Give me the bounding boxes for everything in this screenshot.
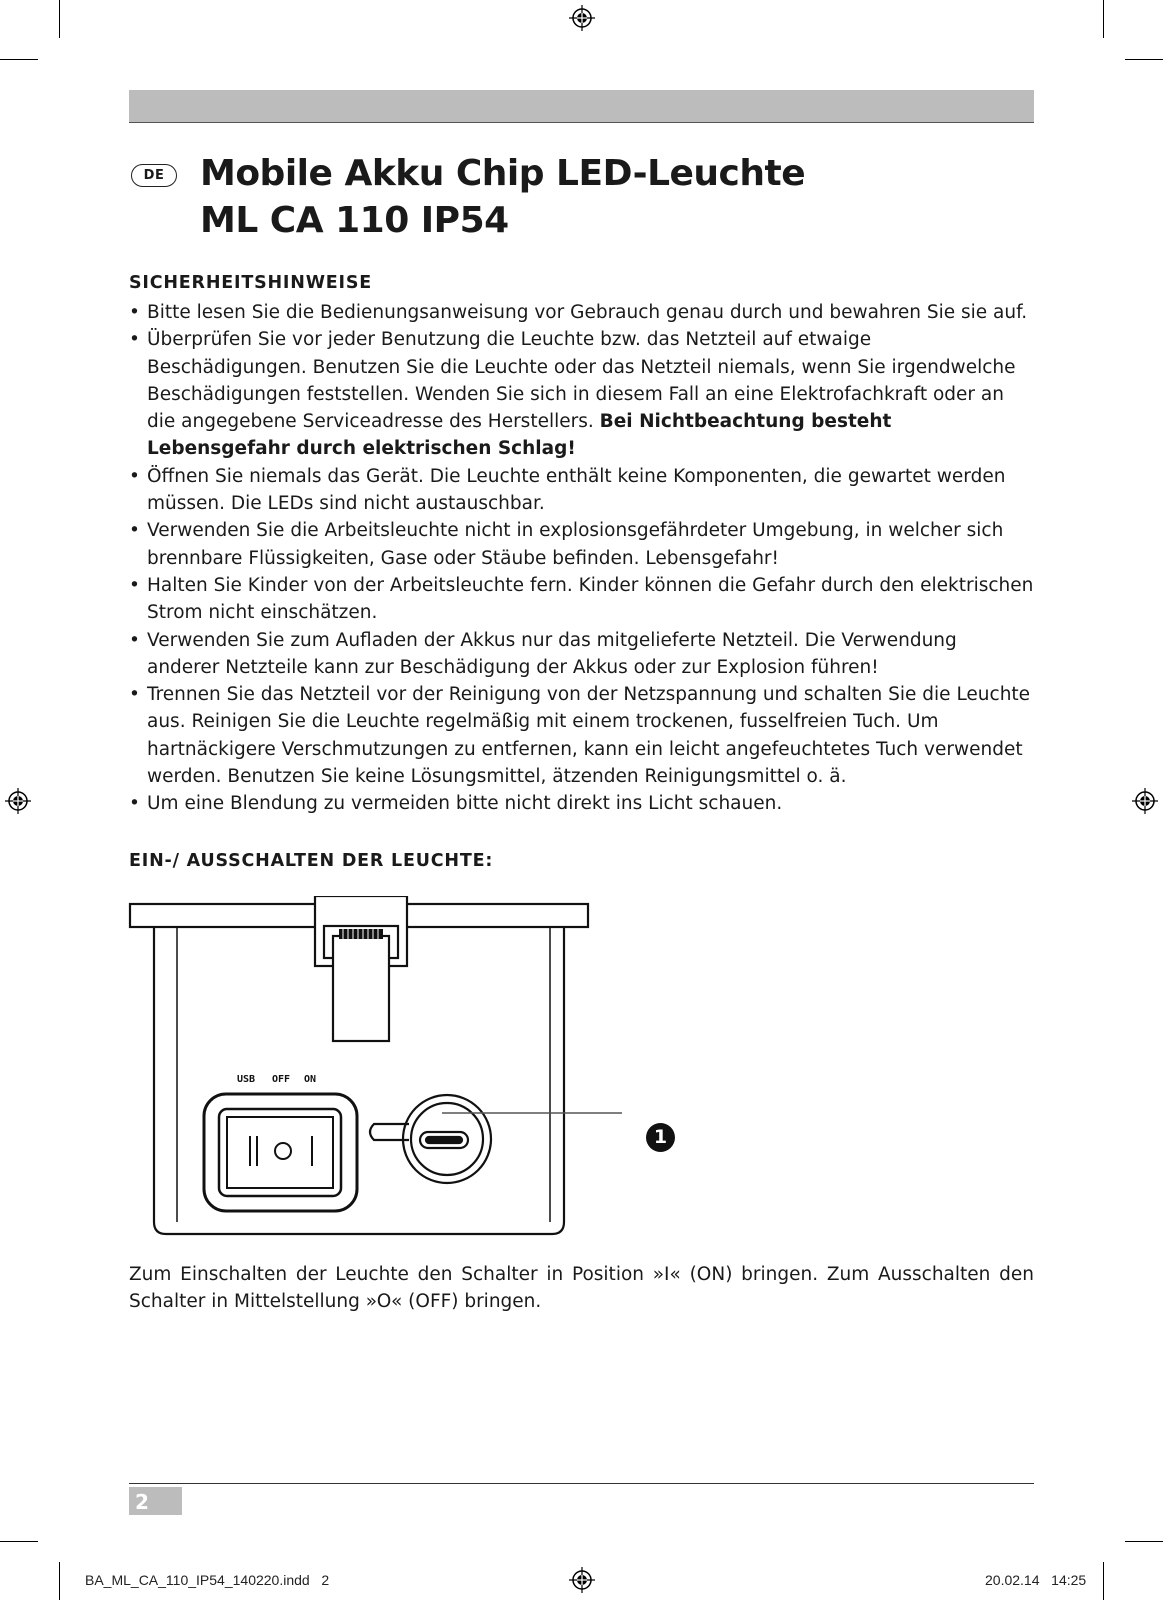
footer-rule [129, 1483, 1034, 1484]
registration-mark-icon [1132, 788, 1158, 814]
safety-heading: SICHERHEITSHINWEISE [129, 273, 373, 293]
crop-mark [1125, 1541, 1163, 1542]
registration-mark-icon [569, 1567, 595, 1593]
label-usb: USB [237, 1074, 256, 1085]
registration-mark-icon [5, 788, 31, 814]
title-line-1: Mobile Akku Chip LED-Leuchte [200, 153, 806, 194]
crop-mark [1125, 59, 1163, 60]
callout-number-badge [646, 1123, 675, 1152]
switching-paragraph: Zum Einschalten der Leuchte den Schalter in Position »I« (ON) bringen. Zum Ausschalten den Schalter in Mittelstellung »O« (OFF) bringen. [129, 1264, 1034, 1313]
label-off: OFF [272, 1074, 291, 1085]
crop-mark [1103, 0, 1104, 38]
list-item: • Bitte lesen Sie die Bedienungsanweisung vor Gebrauch genau durch und bewahren Sie sie auf. [129, 299, 1034, 326]
crop-mark [59, 0, 60, 38]
callout-number: 1 [653, 1126, 668, 1148]
list-item: • Verwenden Sie zum Aufladen der Akkus nur das mitgelieferte Netzteil. Die Verwendung anderer Netzteile kann zur Beschädigung der Akkus oder zur Explosion führen! [129, 627, 1034, 682]
crop-mark [1103, 1562, 1104, 1600]
slug-date: 20.02.14 14:25 [985, 1572, 1087, 1588]
label-on: ON [304, 1074, 317, 1085]
crop-mark [0, 59, 38, 60]
language-badge: DE [131, 164, 177, 187]
header-band [129, 90, 1034, 123]
list-item: • Trennen Sie das Netzteil vor der Reinigung von der Netzspannung und schalten Sie die Leuchte aus. Reinigen Sie die Leuchte regelmäßig mit einem trockenen, fusselfreien Tuch. Um hartnäckigere Verschmutzungen zu entfernen, kann ein leicht angefeuchtetes Tuch verwendet werden. Benutzen Sie keine Lösungsmittel, ätzenden Reinigungsmittel o. ä. [129, 681, 1034, 790]
title-line-2: ML CA 110 IP54 [200, 200, 509, 241]
registration-mark-icon [569, 5, 595, 31]
list-item: • Öffnen Sie niemals das Gerät. Die Leuchte enthält keine Komponenten, die gewartet werden müssen. Die LEDs sind nicht austauschbar. [129, 463, 1034, 518]
list-item: • Um eine Blendung zu vermeiden bitte nicht direkt ins Licht schauen. [129, 790, 1034, 817]
lamp-switch-figure [126, 896, 686, 1251]
list-item: • Überprüfen Sie vor jeder Benutzung die Leuchte bzw. das Netzteil auf etwaige Beschädigungen. Benutzen Sie die Leuchte oder das Netzteil niemals, wenn Sie irgendwelche Beschädigungen feststellen. Wenden Sie sich in diesem Fall an eine Elektrofachkraft oder an die angegebene Serviceadresse des Herstellers. Bei Nichtbeachtung besteht Lebensgefahr durch elektrischen Schlag! [129, 326, 1034, 462]
page-title [200, 150, 805, 244]
crop-mark [0, 1541, 38, 1542]
slug-filename: BA_ML_CA_110_IP54_140220.indd 2 [85, 1572, 330, 1588]
page-number: 2 [129, 1487, 182, 1515]
safety-list [129, 299, 1034, 818]
list-item: • Verwenden Sie die Arbeitsleuchte nicht in explosionsgefährdeter Umgebung, in welcher sich brennbare Flüssigkeiten, Gase oder Stäube befinden. Lebensgefahr! [129, 517, 1034, 572]
list-item: • Halten Sie Kinder von der Arbeitsleuchte fern. Kinder können die Gefahr durch den elektrischen Strom nicht einschätzen. [129, 572, 1034, 627]
crop-mark [59, 1562, 60, 1600]
switching-heading: EIN-/ AUSSCHALTEN DER LEUCHTE: [129, 851, 494, 871]
